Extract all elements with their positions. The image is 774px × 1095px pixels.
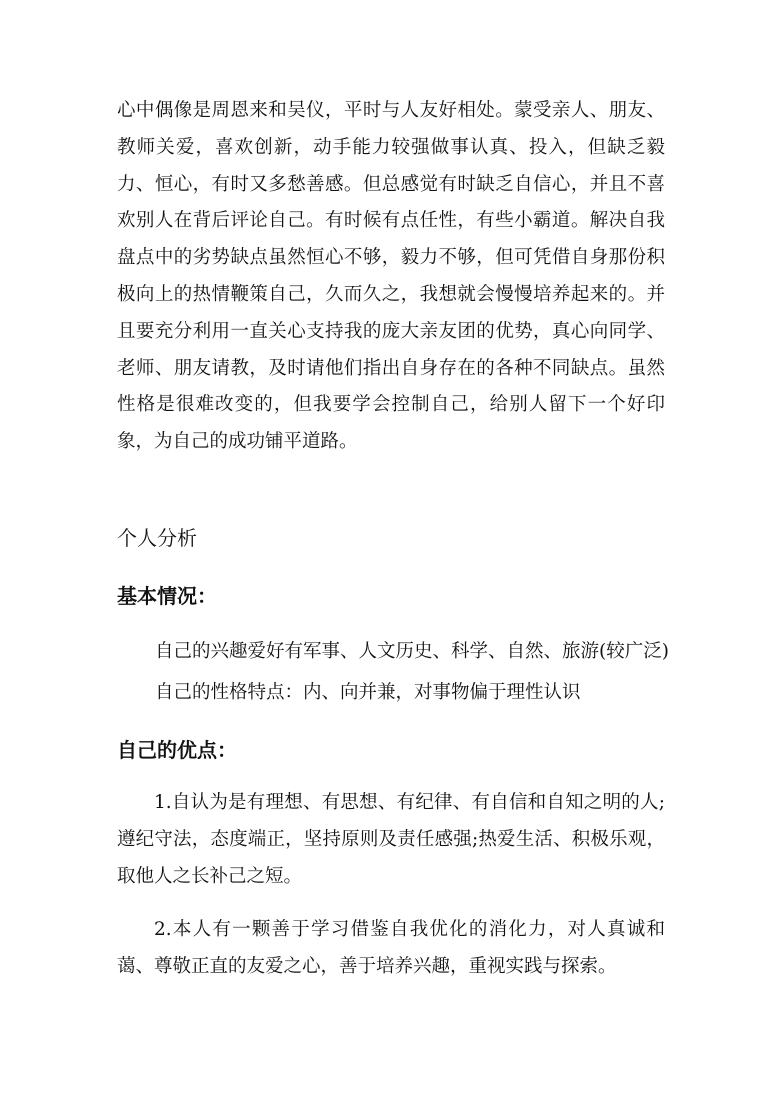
hobbies-line: 自己的兴趣爱好有军事、人文历史、科学、自然、旅游(较广泛) [155,641,669,662]
body-paragraph: 心中偶像是周恩来和吴仪，平时与人友好相处。蒙受亲人、朋友、教师关爱，喜欢创新，动手能力较强做事认真、投入，但缺乏毅力、恒心，有时又多愁善感。但总感觉有时缺乏自信心，并且不喜欢别人在背后评论自己。有时候有点任性，有些小霸道。解决自我盘点中的劣势缺点虽然恒心不够，毅力不够，但可凭借自身那份积极向上的热情鞭策自己，久而久之，我想就会慢慢培养起来的。并且要充分利用一直关心支持我的庞大亲友团的优势，真心向同学、老师、朋友请教，及时请他们指出自身存在的各种不同缺点。虽然性格是很难改变的，但我要学会控制自己，给别人留下一个好印象，为自己的成功铺平道路。 [117,100,665,453]
basic-info-heading: 基本情况： [117,584,217,608]
strengths-heading: 自己的优点： [117,738,237,762]
strength-item-1: 1.自认为是有理想、有思想、有纪律、有自信和自知之明的人;遵纪守法，态度端正，坚持原则及责任感强;热爱生活、积极乐观，取他人之长补己之短。 [117,792,665,887]
section-title: 个人分析 [117,526,197,550]
personality-line: 自己的性格特点：内、向并兼，对事物偏于理性认识 [155,682,581,703]
strength-item-2: 2.本人有一颗善于学习借鉴自我优化的消化力，对人真诚和蔼、尊敬正直的友爱之心，善于培养兴趣，重视实践与探索。 [117,919,665,977]
